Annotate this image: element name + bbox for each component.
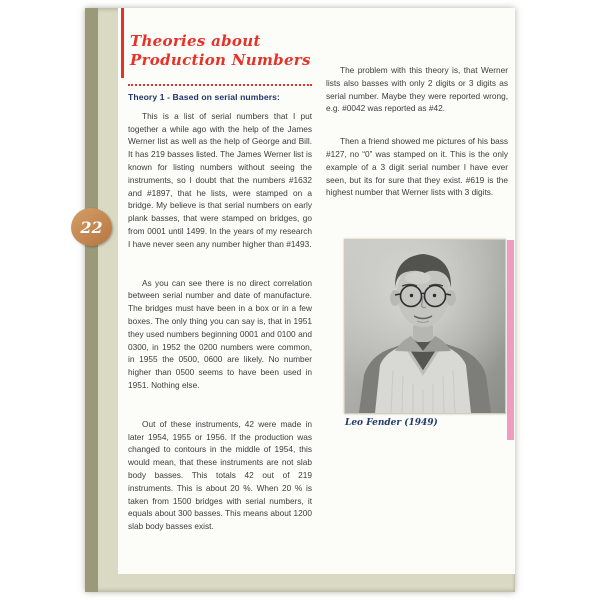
paragraph: Then a friend showed me pictures of his bass #127, no “0” was stamped on it. This is the only example of a 3 digit serial number I have ever seen, but its for sure that they exist. #619 is the highest number that Werner lists with 3 digits. xyxy=(326,136,508,198)
page-title xyxy=(130,32,311,70)
leo-fender-photo xyxy=(344,239,506,414)
photo-caption: Leo Fender (1949) xyxy=(345,418,438,428)
page-title-line2: Production Numbers xyxy=(130,51,311,69)
paragraph: This is a list of serial numbers that I put together a while ago with the help of the James Werner list as well as the help of George and Bill. It has 219 basses listed. The James Werner list is known for listing numbers without seeing the instruments, so I doubt that the numbers #1632 and #1897, that he lists, were stamped on a bridge. My believe is that serial numbers on early plank basses, that were stamped on bridges, go from 0001 until 1499. In the years of my research I have never seen any number higher than #1493. xyxy=(128,110,312,249)
portrait-photo-graphic xyxy=(345,240,505,413)
paragraph: The problem with this theory is, that Werner lists also basses with only 2 digits or 3 digits as serial number. Maybe they were reported wrong, e.g. #0042 was reported as #42. xyxy=(326,65,508,114)
title-red-rule xyxy=(121,8,124,78)
paragraph: As you can see there is no direct correlation between serial number and date of manufacture. The bridges must have been in a box or in a few boxes. The only thing you can say is, that in 1951 they used numbers beginning 0001 and 0100 and 0300, in 1952 the 0200 numbers were common, in 1955 the 0500, 0600 are likely. No number higher than 0500 seems to have been used in 1951. Nothing else. xyxy=(128,277,312,390)
page-number-badge xyxy=(71,208,112,246)
paragraph: Out of these instruments, 42 were made in later 1954, 1955 or 1956. If the production was changed to contours in the middle of 1954, this would mean, that these instruments are not slab body basses. This totals 42 out of 219 instruments. This is about 20 %. When 20 % is taken from 1500 bridges with serial numbers, it equals about 300 basses. This means about 1200 slab body basses exist. xyxy=(128,418,312,532)
page xyxy=(80,8,515,592)
page-number: 22 xyxy=(80,217,103,237)
left-column xyxy=(128,84,312,559)
page-title-line1: Theories about xyxy=(130,32,261,50)
right-column xyxy=(326,64,508,219)
section-heading: Theory 1 - Based on serial numbers: xyxy=(128,84,312,104)
pink-accent-stripe xyxy=(507,240,514,440)
left-olive-stripe xyxy=(85,8,98,592)
